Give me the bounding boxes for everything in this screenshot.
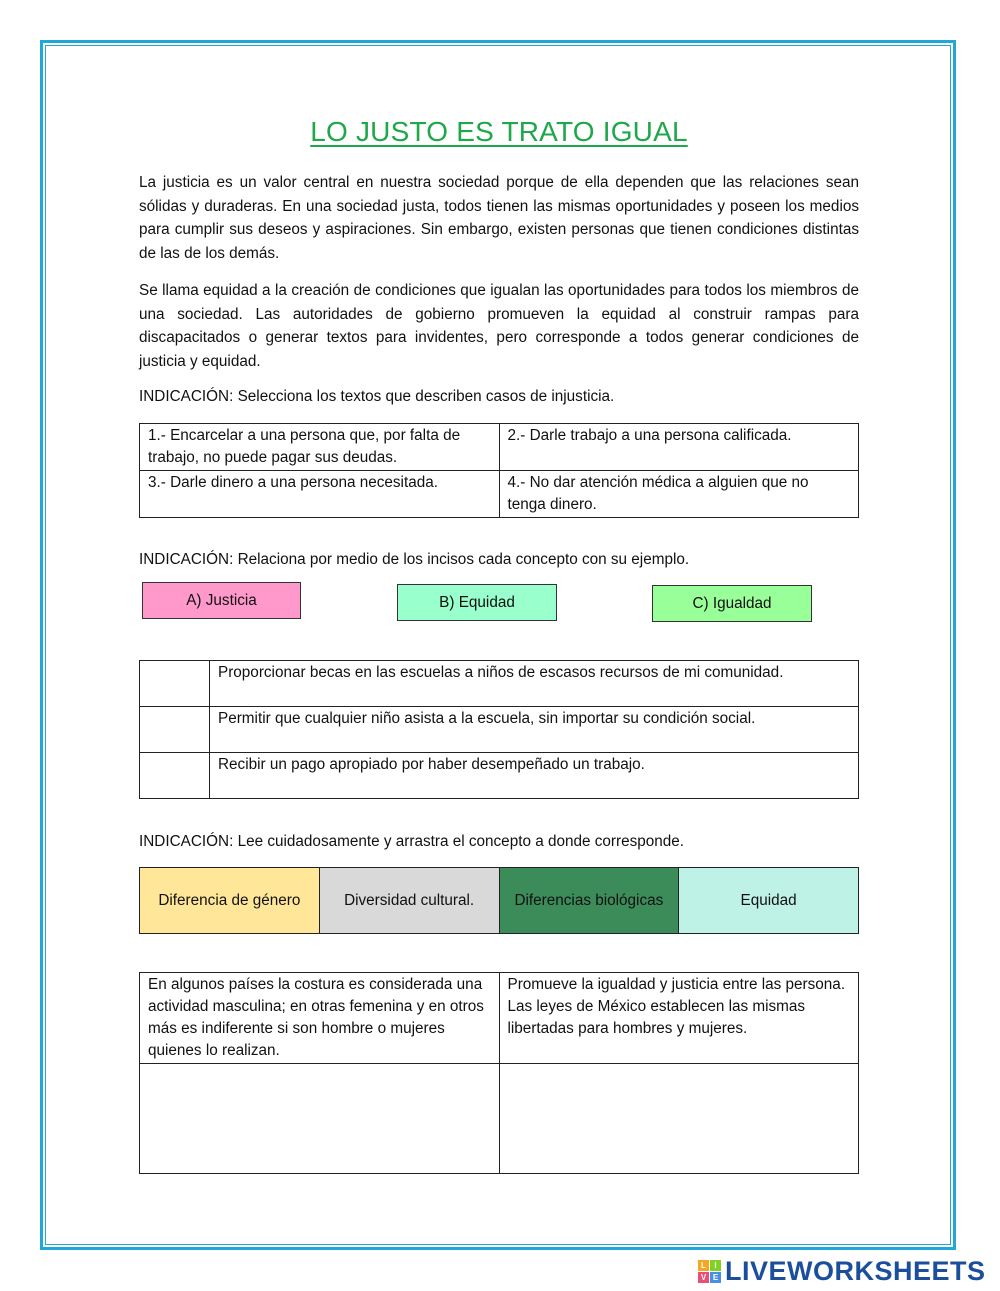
relate-examples-table — [139, 660, 859, 799]
answer-field-3[interactable] — [140, 753, 210, 799]
logo-squares-icon — [698, 1260, 721, 1283]
option-3[interactable]: 3.- Darle dinero a una persona necesitada. — [140, 471, 500, 518]
drag-concept-diversidad[interactable]: Diversidad cultural. — [319, 868, 499, 934]
drag-concept-genero[interactable]: Diferencia de género — [140, 868, 320, 934]
example-1: Proporcionar becas en las escuelas a niños de escasos recursos de mi comunidad. — [210, 661, 859, 707]
injustice-options-table — [139, 423, 859, 518]
table-row — [140, 707, 859, 753]
instruction-drag: INDICACIÓN: Lee cuidadosamente y arrastra el concepto a donde corresponde. — [139, 833, 685, 850]
example-3: Recibir un pago apropiado por haber desempeñado un trabajo. — [210, 753, 859, 799]
drag-concept-equidad[interactable]: Equidad — [679, 868, 859, 934]
instruction-select: INDICACIÓN: Selecciona los textos que describen casos de injusticia. — [139, 388, 615, 405]
option-4[interactable]: 4.- No dar atención médica a alguien que no tenga dinero. — [499, 471, 859, 518]
logo-text: LIVEWORKSHEETS — [725, 1255, 986, 1286]
intro-paragraph-justicia: La justicia es un valor central en nuestra sociedad porque de ella dependen que las relaciones sean sólidas y duraderas. En una sociedad justa, todos tienen las mismas oportunidades y poseen los medios para cumplir sus deseos y aspiraciones. Sin embargo, existen personas que tienen condiciones distintas de las de los demás. — [139, 174, 859, 262]
drop-zone-2[interactable] — [499, 1064, 859, 1174]
instruction-relate: INDICACIÓN: Relaciona por medio de los incisos cada concepto con su ejemplo. — [139, 551, 690, 568]
logo-letter-i: I — [710, 1260, 721, 1271]
drag-targets-table — [139, 972, 859, 1174]
intro-paragraph-equidad: Se llama equidad a la creación de condiciones que igualan las oportunidades para todos los miembros de una sociedad. Las autoridades de gobierno promueven la equidad al construir rampas para discapacitados o generar textos para invidentes, pero corresponde a todos generar condiciones de justicia y equidad. — [139, 282, 859, 370]
answer-field-2[interactable] — [140, 707, 210, 753]
option-2[interactable]: 2.- Darle trabajo a una persona calificada. — [499, 424, 859, 471]
description-costura: En algunos países la costura es considerada una actividad masculina; en otras femenina y en otros más es indiferente si son hombre o mujeres quienes lo realizan. — [140, 973, 500, 1064]
concept-igualdad: C) Igualdad — [652, 585, 812, 622]
description-igualdad-leyes: Promueve la igualdad y justicia entre las persona. Las leyes de México establecen las mismas libertadas para hombres y mujeres. — [499, 973, 859, 1064]
worksheet-title: LO JUSTO ES TRATO IGUAL — [310, 116, 688, 147]
table-row — [140, 661, 859, 707]
logo-letter-e: E — [710, 1272, 721, 1283]
drop-zone-1[interactable] — [140, 1064, 500, 1174]
concept-equidad: B) Equidad — [397, 584, 557, 621]
answer-field-1[interactable] — [140, 661, 210, 707]
liveworksheets-logo — [698, 1256, 986, 1286]
example-2: Permitir que cualquier niño asista a la escuela, sin importar su condición social. — [210, 707, 859, 753]
drag-concept-biologicas[interactable]: Diferencias biológicas — [499, 868, 679, 934]
table-row — [140, 753, 859, 799]
concept-justicia: A) Justicia — [142, 582, 301, 619]
logo-letter-v: V — [698, 1272, 709, 1283]
option-1[interactable]: 1.- Encarcelar a una persona que, por falta de trabajo, no puede pagar sus deudas. — [140, 424, 500, 471]
drag-concepts-table — [139, 867, 859, 934]
logo-letter-l: L — [698, 1260, 709, 1271]
